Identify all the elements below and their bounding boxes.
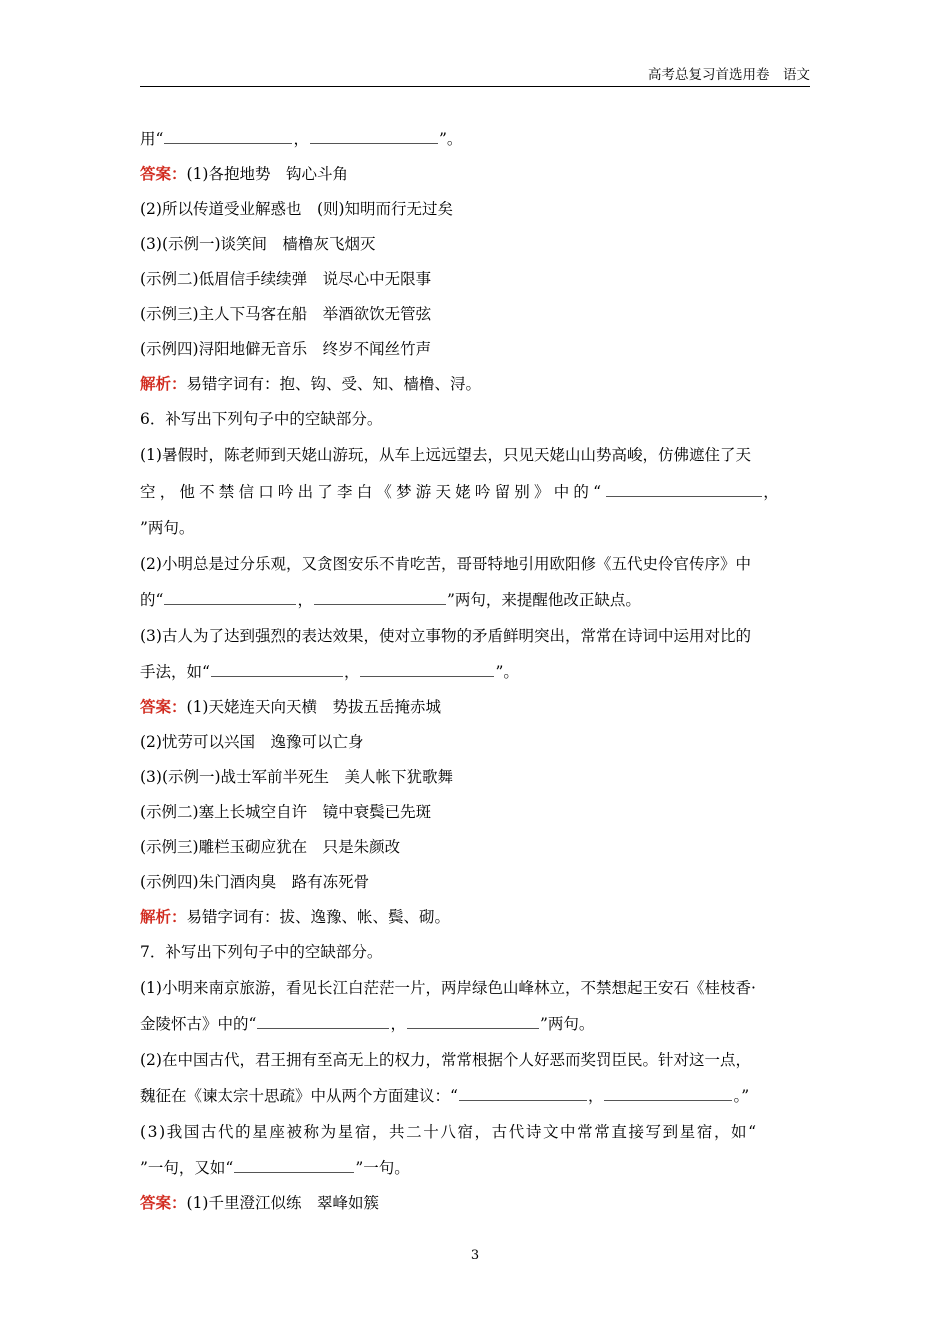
answer-line: (示例二)塞上长城空自许 镜中衰鬓已先斑 bbox=[140, 803, 432, 821]
answer-line: (3)(示例一)谈笑间 樯橹灰飞烟灭 bbox=[140, 235, 376, 253]
question-text: (1)小明来南京旅游，看见长江白茫茫一片，两岸绿色山峰林立，不禁想起王安石《桂枝香· bbox=[140, 979, 756, 997]
answer-blank[interactable] bbox=[606, 495, 762, 497]
question-text: (3)我国古代的星座被称为星宿，共二十八宿，古代诗文中常常直接写到星宿，如“ bbox=[140, 1123, 758, 1141]
answer-blank[interactable] bbox=[407, 1027, 539, 1029]
answer-blank[interactable] bbox=[164, 142, 292, 144]
answer-line: (2)忧劳可以兴国 逸豫可以亡身 bbox=[140, 733, 364, 751]
answer-line: (示例三)雕栏玉砌应犹在 只是朱颜改 bbox=[140, 838, 401, 856]
question-text: 手法，如“ ， ”。 bbox=[140, 663, 519, 681]
analysis-label: 解析： bbox=[140, 907, 187, 926]
question-text: (3)古人为了达到强烈的表达效果，使对立事物的矛盾鲜明突出，常常在诗词中运用对比的 bbox=[140, 627, 751, 645]
answer-blank[interactable] bbox=[164, 603, 296, 605]
answer-blank[interactable] bbox=[257, 1027, 389, 1029]
answer-line: (示例三)主人下马客在船 举酒欲饮无管弦 bbox=[140, 305, 432, 323]
question-text: (2)小明总是过分乐观，又贪图安乐不肯吃苦，哥哥特地引用欧阳修《五代史伶官传序》中 bbox=[140, 555, 751, 573]
analysis-line: 解析：易错字词有：拔、逸豫、帐、鬓、砌。 bbox=[140, 907, 451, 926]
question-text: 的“ ， ”两句，来提醒他改正缺点。 bbox=[140, 591, 641, 609]
answer-line: (示例二)低眉信手续续弹 说尽心中无限事 bbox=[140, 270, 432, 288]
answer-blank[interactable] bbox=[314, 603, 446, 605]
answer-blank[interactable] bbox=[211, 675, 343, 677]
analysis-label: 解析： bbox=[140, 374, 187, 393]
question-text: 金陵怀古》中的“ ， ”两句。 bbox=[140, 1015, 595, 1033]
answer-line: 答案：(1)千里澄江似练 翠峰如簇 bbox=[140, 1193, 379, 1212]
answer-blank[interactable] bbox=[234, 1171, 354, 1173]
answer-label: 答案： bbox=[140, 1193, 187, 1212]
answer-blank[interactable] bbox=[459, 1099, 587, 1101]
question-text: ”两句。 bbox=[140, 519, 195, 537]
question-text: (1)暑假时，陈老师到天姥山游玩，从车上远远望去，只见天姥山山势高峻，仿佛遮住了天 bbox=[140, 446, 751, 464]
question-text: ”一句，又如“ ”一句。 bbox=[140, 1159, 410, 1177]
answer-line: (示例四)朱门酒肉臭 路有冻死骨 bbox=[140, 873, 370, 891]
question-title: 7．补写出下列句子中的空缺部分。 bbox=[140, 943, 383, 961]
question-text: (2)在中国古代，君王拥有至高无上的权力，常常根据个人好恶而奖罚臣民。针对这一点， bbox=[140, 1051, 751, 1069]
answer-blank[interactable] bbox=[360, 675, 494, 677]
answer-label: 答案： bbox=[140, 697, 187, 716]
answer-label: 答案： bbox=[140, 164, 187, 183]
question-text: 空，他不禁信口吟出了李白《梦游天姥吟留别》中的“ ， bbox=[140, 483, 779, 501]
answer-blank[interactable] bbox=[310, 142, 438, 144]
answer-line: (3)(示例一)战士军前半死生 美人帐下犹歌舞 bbox=[140, 768, 454, 786]
page-header bbox=[140, 66, 810, 87]
answer-line: 答案：(1)天姥连天向天横 势拔五岳掩赤城 bbox=[140, 697, 441, 716]
answer-line: (2)所以传道受业解惑也 (则)知明而行无过矣 bbox=[140, 200, 454, 218]
analysis-line: 解析：易错字词有：抱、钩、受、知、樯橹、浔。 bbox=[140, 374, 482, 393]
header-title: 高考总复习首选用卷 语文 bbox=[648, 67, 810, 83]
answer-line: 答案：(1)各抱地势 钩心斗角 bbox=[140, 164, 348, 183]
page-number: 3 bbox=[470, 1248, 480, 1263]
question-title: 6．补写出下列句子中的空缺部分。 bbox=[140, 410, 383, 428]
question-text: 魏征在《谏太宗十思疏》中从两个方面建议：“ ， 。” bbox=[140, 1087, 750, 1105]
answer-line: (示例四)浔阳地僻无音乐 终岁不闻丝竹声 bbox=[140, 340, 432, 358]
answer-blank[interactable] bbox=[604, 1099, 732, 1101]
fill-blank-line: 用“ ， ”。 bbox=[140, 130, 463, 148]
